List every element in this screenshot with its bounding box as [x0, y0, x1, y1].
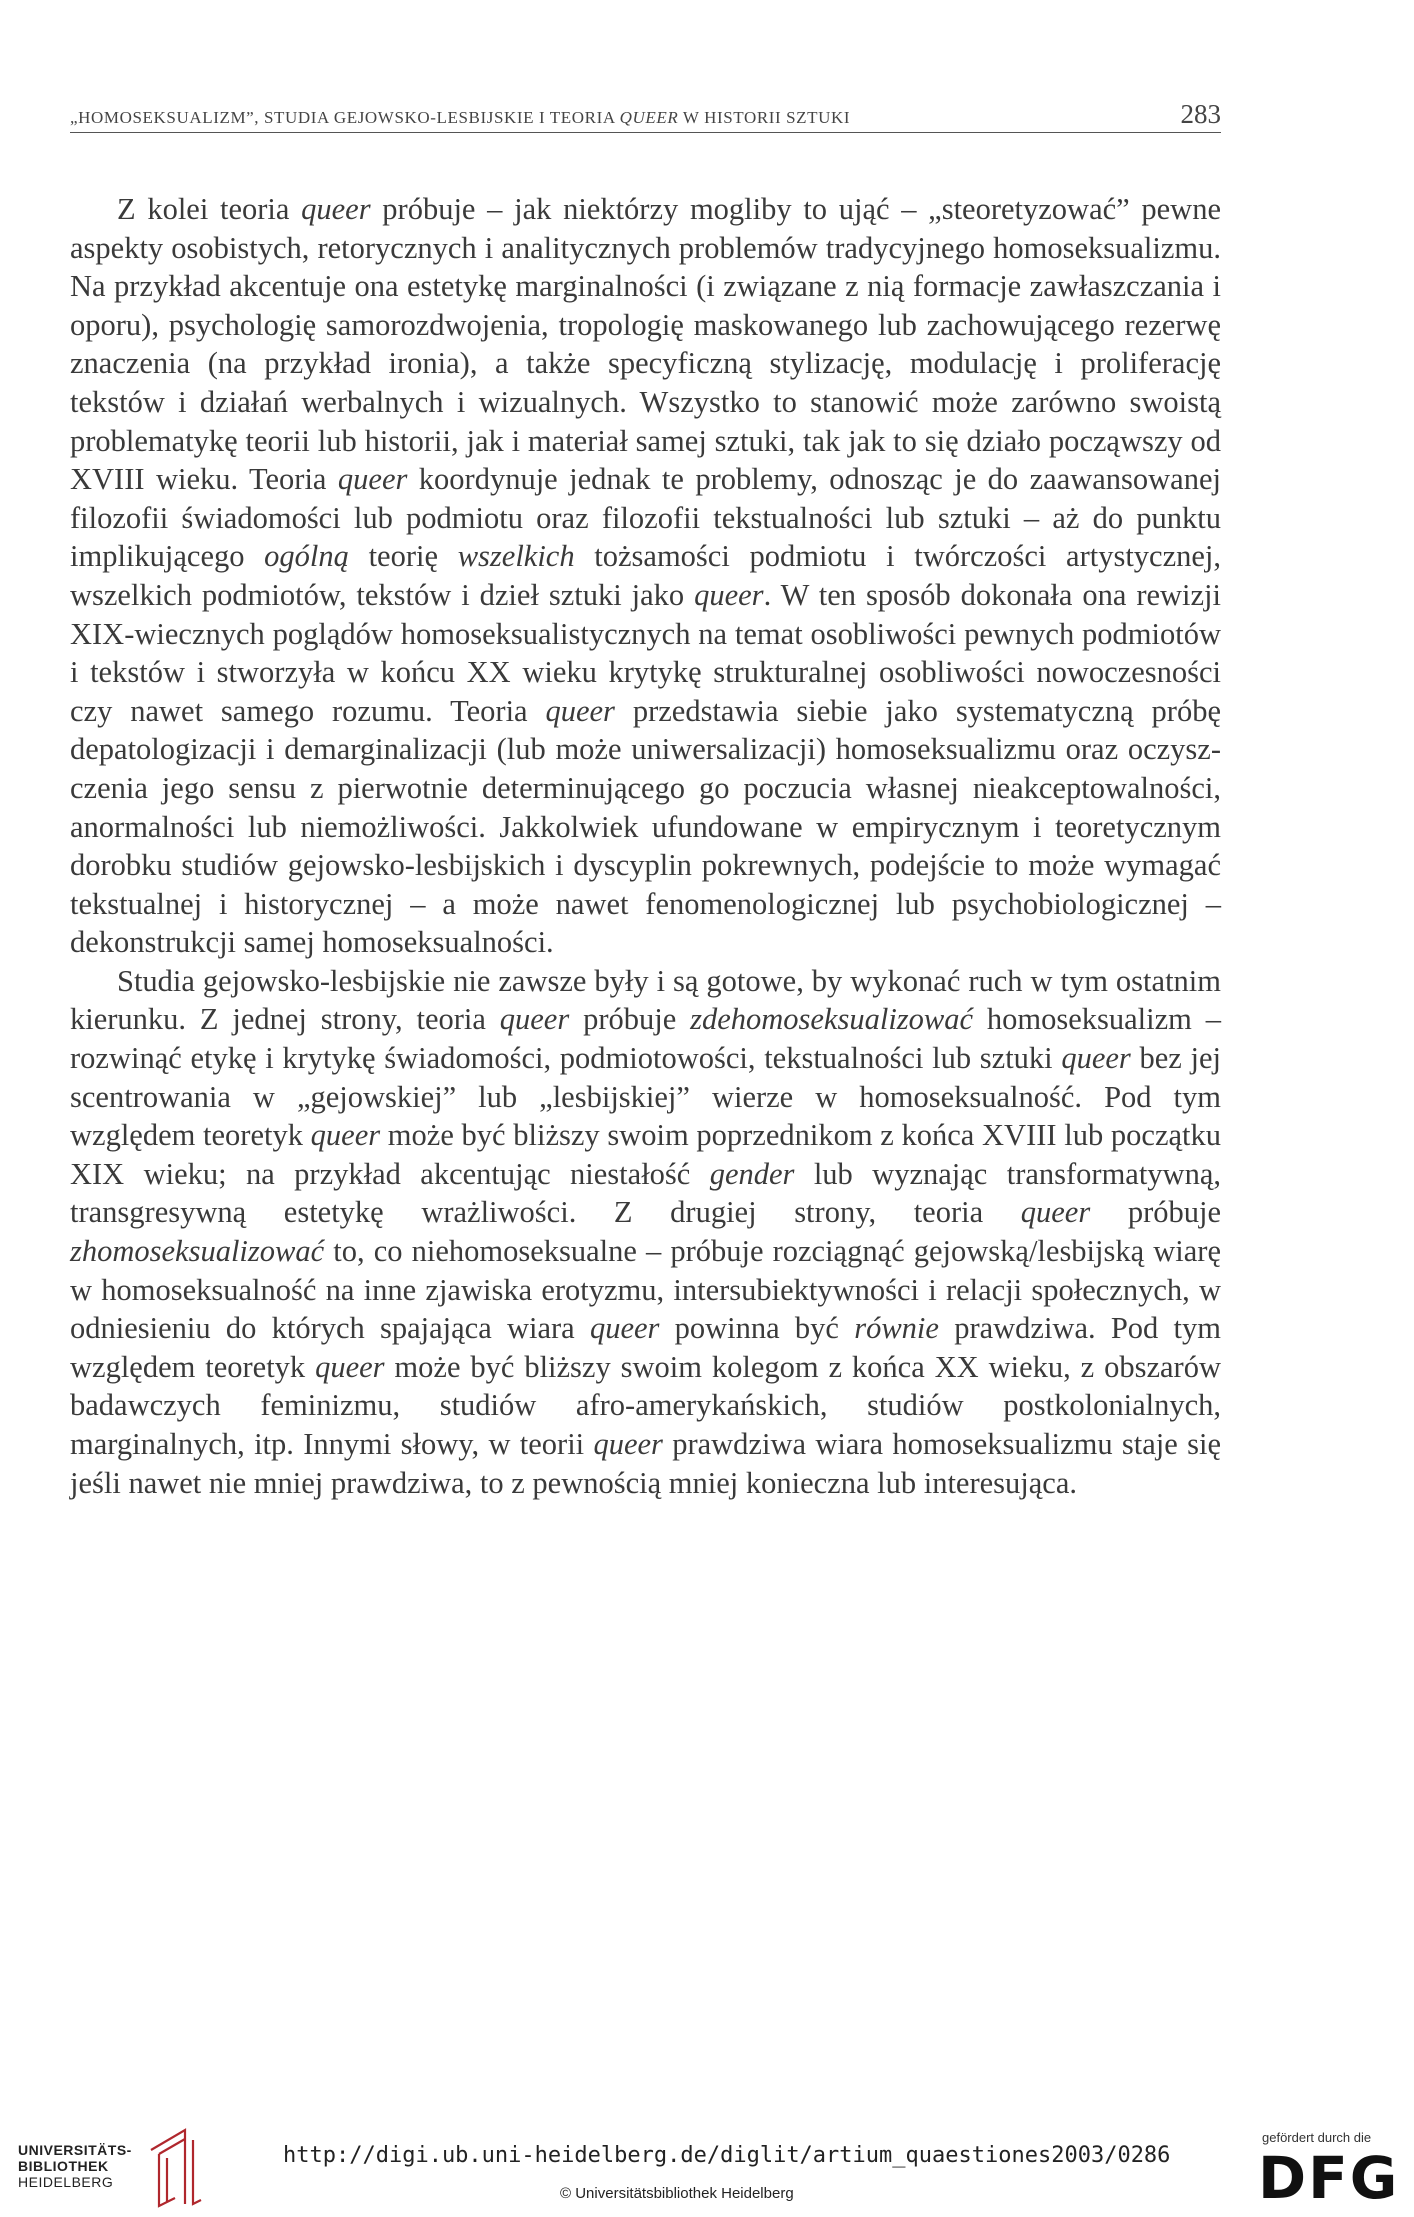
italic-term: queer [545, 693, 615, 728]
text-run: prawdziwa. Pod tym względem teoretyk [70, 1311, 1221, 1384]
copyright-notice: © Universitätsbibliothek Heidelberg [560, 2185, 794, 2202]
text-run: koordynuje jednak te problemy, odnosząc je do zaawansowanej filozofii świadomości lub podmiotu oraz filozofii tekstualności lub sztuki – aż do punktu implikującego [70, 462, 1221, 574]
running-head-text: „HOMOSEKSUALIZM”, STUDIA GEJOWSKO-LESBIJSKIE I TEORIA [70, 108, 620, 127]
library-logo-icon [145, 2126, 205, 2208]
text-run: Studia gejowsko-lesbijskie nie zawsze były i są gotowe, by wykonać ruch w tym ostatnim kierunku. Z jednej strony, teoria [70, 963, 1221, 1037]
italic-term: gender [709, 1156, 795, 1191]
paragraph-1 [70, 190, 1221, 962]
body-text [70, 190, 1221, 1502]
dfg-logo: DFG [1258, 2144, 1400, 2212]
running-head [70, 108, 850, 128]
text-run: tożsamości podmiotu i twórczości artystycznej, wszelkich podmiotów, tekstów i dzieł sztuki jako [70, 539, 1222, 612]
italic-term: queer [1020, 1195, 1091, 1230]
text-run: powinna być [659, 1311, 855, 1346]
text-run: próbuje [569, 1002, 691, 1037]
text-run: lub wyznając transformatywną, transgresywną estetykę wrażliwości. Z drugiej strony, teoria [70, 1156, 1221, 1230]
italic-term: queer [337, 462, 408, 497]
text-run: prawdziwa wiara homoseksualizmu staje się jeśli nawet nie mniej prawdziwa, to z pewnością mniej konieczna lub interesująca. [70, 1427, 1221, 1500]
italic-term: równie [854, 1311, 939, 1346]
dfg-caption: gefördert durch die [1262, 2130, 1372, 2145]
text-run: to, co niehomoseksualne – próbuje rozciągnąć gejowską/lesbijską wiarę w homoseksualność na inne zjawiska erotyzmu, intersubiektywności i relacji społecznych, w odniesieniu do których spajająca wiara [70, 1234, 1221, 1346]
italic-term: ogólną [264, 539, 349, 574]
text-run: Z kolei teoria [117, 192, 302, 226]
text-run: może być bliższy swoim poprzednikom z końca XVIII lub początku XIX wieku; na przykład akcentując niestałość [70, 1118, 1221, 1191]
text-run: próbuje – jak niektórzy mogliby to ująć – „steoretyzować” pewne aspekty osobistych, retorycznych i analitycznych problemów tradycyjnego homoseksualizmu. Na przykład akcentuje ona estetykę marginalności (i związane z nią formacje zawłaszczania i oporu), psychologię samorozdwojenia, tropologię maskowanego lub zachowującego rezerwę znaczenia (na przykład ironia), a także specyficzną stylizację, modulację i proliferację tekstów i działań werbalnych i wizualnych. Wszystko to stanowić może zarówno swoistą problematykę teorii lub historii, jak i materiał samej sztuki, tak jak to się działo począwszy od XVIII wieku. Teoria [70, 192, 1221, 497]
italic-term: queer [301, 192, 371, 226]
text-run: próbuje [1090, 1195, 1221, 1230]
library-name-line-3: HEIDELBERG [18, 2174, 114, 2190]
text-run: może być bliższy swoim kolegom z końca XX wieku, z obszarów badawczych feminizmu, studiów afro-amerykańskich, studiów postkolonialnych, marginalnych, itp. Innymi słowy, w teorii [70, 1349, 1221, 1461]
paragraph-2 [70, 962, 1221, 1502]
italic-term: queer [593, 1427, 663, 1461]
italic-term: zdehomoseksualizować [690, 1002, 974, 1037]
italic-term: queer [315, 1349, 385, 1384]
italic-term: queer [694, 577, 764, 612]
italic-term: queer [499, 1002, 570, 1037]
source-url-link[interactable]: http://digi.ub.uni-heidelberg.de/diglit/artium_quaestiones2003/0286 [283, 2143, 1171, 2168]
library-name [18, 2142, 132, 2190]
italic-term: queer [589, 1311, 660, 1346]
library-name-line-2: BIBLIOTHEK [18, 2158, 109, 2174]
italic-term: queer [310, 1118, 381, 1153]
text-run: bez jej scentrowania w „gejowskiej” lub „lesbijskiej” wierze w homoseksualność. Pod tym względem teoretyk [70, 1041, 1222, 1153]
italic-term: zhomoseksualizować [70, 1234, 325, 1269]
text-run: teorię [348, 539, 458, 574]
italic-term: queer [1061, 1041, 1131, 1076]
running-head-tail: W HISTORII SZTUKI [678, 108, 851, 127]
library-name-line-1: UNIVERSITÄTS- [18, 2142, 132, 2158]
text-run: homoseksualizm – rozwinąć etykę i krytykę świadomości, podmiotowości, tekstualności lub sztuki [70, 1002, 1221, 1076]
page-number: 283 [1180, 99, 1221, 129]
page-header [70, 96, 1221, 133]
page-footer [0, 2090, 1414, 2217]
italic-term: wszelkich [457, 539, 575, 574]
text-run: przedstawia siebie jako systematyczną próbę depatologizacji i demarginalizacji (lub może uniwersalizacji) homoseksualizmu oraz oczyszczenia jego sensu z pierwotnie determinującego go poczucia własnej nieakceptowalności, anormalności lub niemożliwości. Jakkolwiek ufundowane w empirycznym i teoretycznym dorobku studiów gejowsko-lesbijskich i dyscyplin pokrewnych, podejście to może wymagać tekstualnej i historycznej – a może nawet fenomenologicznej lub psychobiologicznej – dekonstrukcji samej homoseksualności. [70, 693, 1222, 960]
text-run: . W ten sposób dokonała ona rewizji XIX-wiecznych poglądów homoseksualistycznych na temat osobliwości pewnych podmiotów i tekstów i stworzyła w końcu XX wieku krytykę strukturalnej osobliwości nowoczesności czy nawet samego rozumu. Teoria [70, 577, 1222, 728]
running-head-italic: QUEER [619, 108, 679, 127]
